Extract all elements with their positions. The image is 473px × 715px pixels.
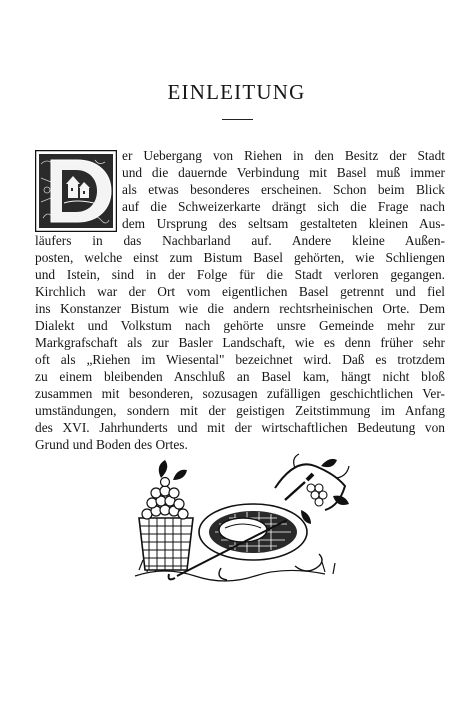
heading-rule (222, 119, 253, 120)
text-line: als etwas besonderes erscheinen. Schon beim Blick (122, 182, 445, 197)
text-line: und Istein, sind in der Folge für die Stadt verloren gegangen. (35, 267, 445, 282)
text-line: zusammen mit besonderen, sozusagen zufälligen geschichtlichen Ver- (35, 386, 445, 401)
text-line: dem Ursprung des seltsam gestalteten kleinen Aus- (122, 216, 445, 231)
text-line: Markgrafschaft als zur Basler Landschaft, wie es denn früher sehr (35, 335, 445, 350)
text-line: er Uebergang von Riehen in den Besitz der Stadt (122, 148, 445, 163)
text-line: Kirchlich war der Ort vom eigentlichen Basel getrennt und fiel (35, 284, 445, 299)
text-line: Grund und Boden des Ortes. (35, 437, 188, 452)
text-line: ins Konstanzer Bistum wie die andern rechtsrheinischen Orte. Dem (35, 301, 445, 316)
text-line: umständungen, sondern mit der geistigen Zeitstimmung im Anfang (35, 403, 445, 418)
text-line: und die dauernde Verbindung mit Basel muß immer (122, 165, 445, 180)
text-line: auf die Schweizerkarte drängt sich die Frage nach (122, 199, 445, 214)
chapter-heading: EINLEITUNG (167, 80, 306, 104)
text-line: läufers in das Nachbarland auf. Andere kleine Außen- (35, 233, 445, 248)
text-line: oft als „Riehen im Wiesental" bezeichnet wird. Daß es trotzdem (35, 352, 445, 367)
text-line: zu einem bleibenden Anschluß an Basel kam, hängt nicht bloß (35, 369, 445, 384)
text-line: Dialekt und Volkstum nach gehörte unsre Gemeinde mehr zur (35, 318, 445, 333)
text-line: posten, welche einst zum Bistum Basel gehörten, wie Schliengen (35, 250, 445, 265)
decorated-initial-d-icon (35, 150, 117, 232)
basket-vine-woodcut-icon (125, 448, 355, 598)
text-line: des XVI. Jahrhunderts und mit der wirtschaftlichen Bedeutung von (35, 420, 445, 435)
